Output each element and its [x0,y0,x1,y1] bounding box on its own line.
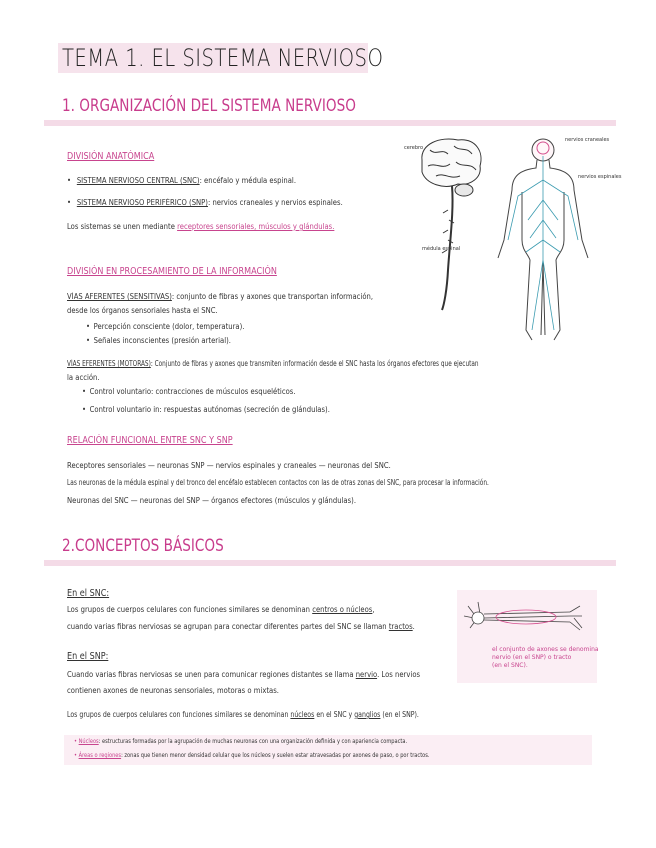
ganglios-mid: en el SNC y [316,710,353,719]
snc-line2-term: tractos [388,622,413,631]
relacion-line3: Neuronas del SNC — neuronas del SNP — órganos efectores (músculos y glándulas). [67,496,357,505]
snp-heading: En el SNP: [67,651,109,662]
snc-term: SISTEMA NERVIOSO CENTRAL (SNC) [76,176,200,185]
snp-text: : nervios craneales y nervios espinales. [207,198,343,207]
note-areas-text: : zonas que tienen menor densidad celular que los núcleos y suelen estar atravesadas por axones de paso, o por tractos. [121,752,430,759]
eferentes-bullet2: • Control voluntario in: respuestas autónomas (secreción de glándulas). [82,405,330,414]
anatomica-union [67,222,334,231]
snc-line2 [67,622,415,631]
aferentes-bullet1: • Percepción consciente (dolor, temperatura). [86,322,244,331]
eferentes-line2: la acción. [67,373,100,382]
anatomica-item-snp [67,198,343,207]
eferentes-bullet1: • Control voluntario: contracciones de músculos esqueléticos. [82,387,296,396]
section2-divider [44,560,616,566]
snc-line2-end: . [412,622,415,631]
eferentes-line [67,359,479,368]
snp-line1 [67,670,420,679]
note-nucleos-term: Núcleos [78,738,99,745]
neuron-caption-line3: (en el SNC). [492,662,528,669]
aferentes-line [67,292,373,301]
aferentes-term: VÍAS AFERENTES (SENSITIVAS) [67,292,172,301]
section2-heading: 2.CONCEPTOS BÁSICOS [62,536,224,556]
nervous-system-illustration [400,130,630,345]
snc-line1-text: Los grupos de cuerpos celulares con funciones similares se denominan [67,605,311,614]
label-nervios-espinales: nervios espinales [578,174,622,180]
neuron-caption [492,646,599,670]
neuron-caption-line2: nervio (en el SNP) o tracto [492,654,572,661]
note-nucleos: • Núcleos: estructuras formadas por la agrupación de muchas neuronas con una organización definida y con apariencia compacta. [74,738,408,745]
union-terms: receptores sensoriales, músculos y glándulas. [177,222,335,231]
relacion-line1: Receptores sensoriales — neuronas SNP — nervios espinales y craneales — neuronas del SNC. [67,461,391,470]
note-areas: • Áreas o regiones: zonas que tienen menor densidad celular que los núcleos y suelen estar atravesadas por axones de paso, o por tractos. [74,752,430,759]
neuron-caption-line1: el conjunto de axones se denomina [492,646,599,653]
label-cerebro: cerebro [404,145,424,151]
union-prefix: Los sistemas se unen mediante [67,222,175,231]
eferentes-term: VÍAS EFERENTES (MOTORAS) [67,359,151,368]
snc-line1-end: , [372,605,375,614]
relacion-heading: RELACIÓN FUNCIONAL ENTRE SNC Y SNP [67,435,233,446]
ganglios-text: Los grupos de cuerpos celulares con funciones similares se denominan [67,710,289,719]
label-nervios-craneales: nervios craneales [565,137,610,143]
snc-line1-term: centros o núcleos [312,605,373,614]
snc-line2-text: cuando varias fibras nerviosas se agrupan para conectar diferentes partes del SNC se llaman [67,622,387,631]
nerve-network-drawing [508,156,578,330]
snp-line1-text: Cuando varias fibras nerviosas se unen para comunicar regiones distantes se llama [67,670,354,679]
section1-divider [44,120,616,126]
ganglios-term1: núcleos [290,710,315,719]
snc-heading: En el SNC: [67,588,110,599]
ganglios-term2: ganglios [354,710,381,719]
ganglios-end: (en el SNP). [382,710,419,719]
brain-drawing [422,139,481,310]
aferentes-bullet2: • Señales inconscientes (presión arterial). [86,336,231,345]
label-medula: médula espinal [422,246,461,252]
note-nucleos-text: : estructuras formadas por la agrupación de muchas neuronas con una organización definida y con apariencia compacta. [98,738,408,745]
neuron-bundle-illustration [460,596,594,642]
snp-term: SISTEMA NERVIOSO PERIFÉRICO (SNP) [76,198,208,207]
section1-heading: 1. ORGANIZACIÓN DEL SISTEMA NERVIOSO [62,96,356,116]
snc-text: : encéfalo y médula espinal. [199,176,297,185]
procesamiento-heading: DIVISIÓN EN PROCESAMIENTO DE LA INFORMACIÓN [67,266,277,277]
eferentes-text: : Conjunto de fibras y axones que transmiten información desde el SNC hasta los órganos efectores que ejecutan [150,359,479,368]
aferentes-text: : conjunto de fibras y axones que transportan información, [171,292,374,301]
page-title: TEMA 1. EL SISTEMA NERVIOSO [62,44,384,72]
snp-line2: contienen axones de neuronas sensoriales, motoras o mixtas. [67,686,279,695]
aferentes-line2: desde los órganos sensoriales hasta el SNC. [67,306,218,315]
anatomica-heading: DIVISIÓN ANATÓMICA [67,151,155,162]
snc-line1 [67,605,375,614]
note-areas-term: Áreas o regiones [78,752,122,759]
anatomica-item-snc [67,176,296,185]
snp-line1-end: . Los nervios [377,670,421,679]
snp-line1-term: nervio [355,670,378,679]
relacion-line2: Las neuronas de la médula espinal y del tronco del encéfalo establecen contactos con las de otras zonas del SNC, para procesar la información. [67,478,489,487]
ganglios-line [67,710,419,719]
